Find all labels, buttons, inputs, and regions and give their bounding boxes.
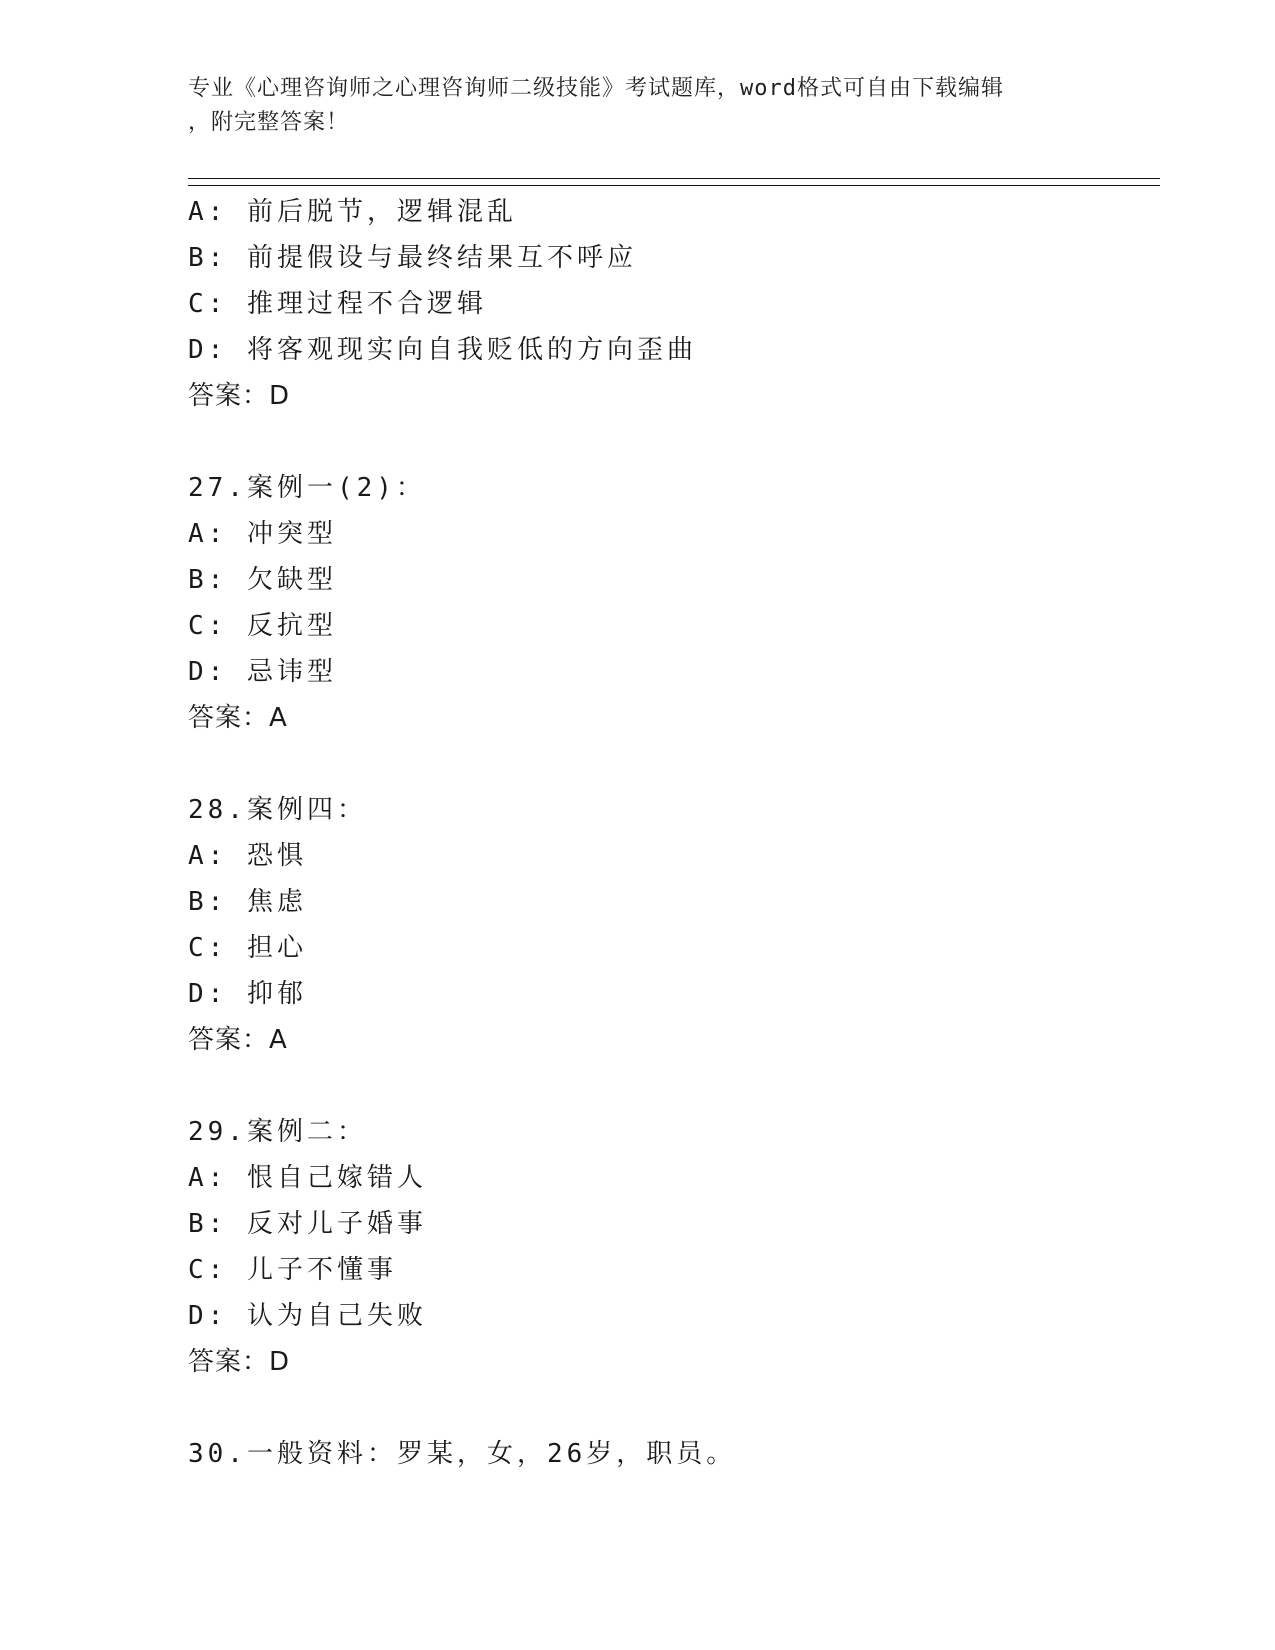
question-block [188, 1431, 1160, 1477]
option-c: C: 反抗型 [188, 611, 337, 641]
option-b: B: 欠缺型 [188, 565, 337, 595]
option-b: B: 前提假设与最终结果互不呼应 [188, 243, 637, 273]
question-block [188, 1109, 1160, 1385]
spacer [188, 741, 1160, 787]
option-d: D: 忌讳型 [188, 657, 337, 687]
option-b: B: 焦虑 [188, 887, 307, 917]
header-line-1: 专业《心理咨询师之心理咨询师二级技能》考试题库，word格式可自由下载编辑 [188, 76, 1004, 101]
option-a: A: 恐惧 [188, 841, 307, 871]
question-stem: 27.案例一(2)： [188, 473, 426, 503]
answer-line: 答案：A [188, 1025, 288, 1055]
question-stem: 29.案例二： [188, 1117, 367, 1147]
answer-line: 答案：D [188, 1347, 291, 1377]
option-c: C: 担心 [188, 933, 307, 963]
option-c: C: 儿子不懂事 [188, 1255, 397, 1285]
option-d: D: 认为自己失败 [188, 1301, 427, 1331]
spacer [188, 1063, 1160, 1109]
question-block [188, 465, 1160, 741]
spacer [188, 419, 1160, 465]
question-stem: 28.案例四： [188, 795, 367, 825]
header-double-rule [188, 178, 1160, 186]
option-c: C: 推理过程不合逻辑 [188, 289, 487, 319]
option-a: A: 恨自己嫁错人 [188, 1163, 427, 1193]
answer-line: 答案：A [188, 703, 288, 733]
answer-line: 答案：D [188, 381, 291, 411]
question-block [188, 787, 1160, 1063]
spacer [188, 1385, 1160, 1431]
header-line-2: ，附完整答案！ [188, 110, 350, 135]
option-d: D: 抑郁 [188, 979, 307, 1009]
option-a: A: 冲突型 [188, 519, 337, 549]
option-d: D: 将客观现实向自我贬低的方向歪曲 [188, 335, 697, 365]
option-a: A: 前后脱节，逻辑混乱 [188, 197, 517, 227]
option-b: B: 反对儿子婚事 [188, 1209, 427, 1239]
question-list [188, 189, 1160, 1477]
question-stem: 30.一般资料：罗某，女，26岁，职员。 [188, 1439, 737, 1469]
document-header [188, 72, 1068, 140]
question-block [188, 189, 1160, 419]
